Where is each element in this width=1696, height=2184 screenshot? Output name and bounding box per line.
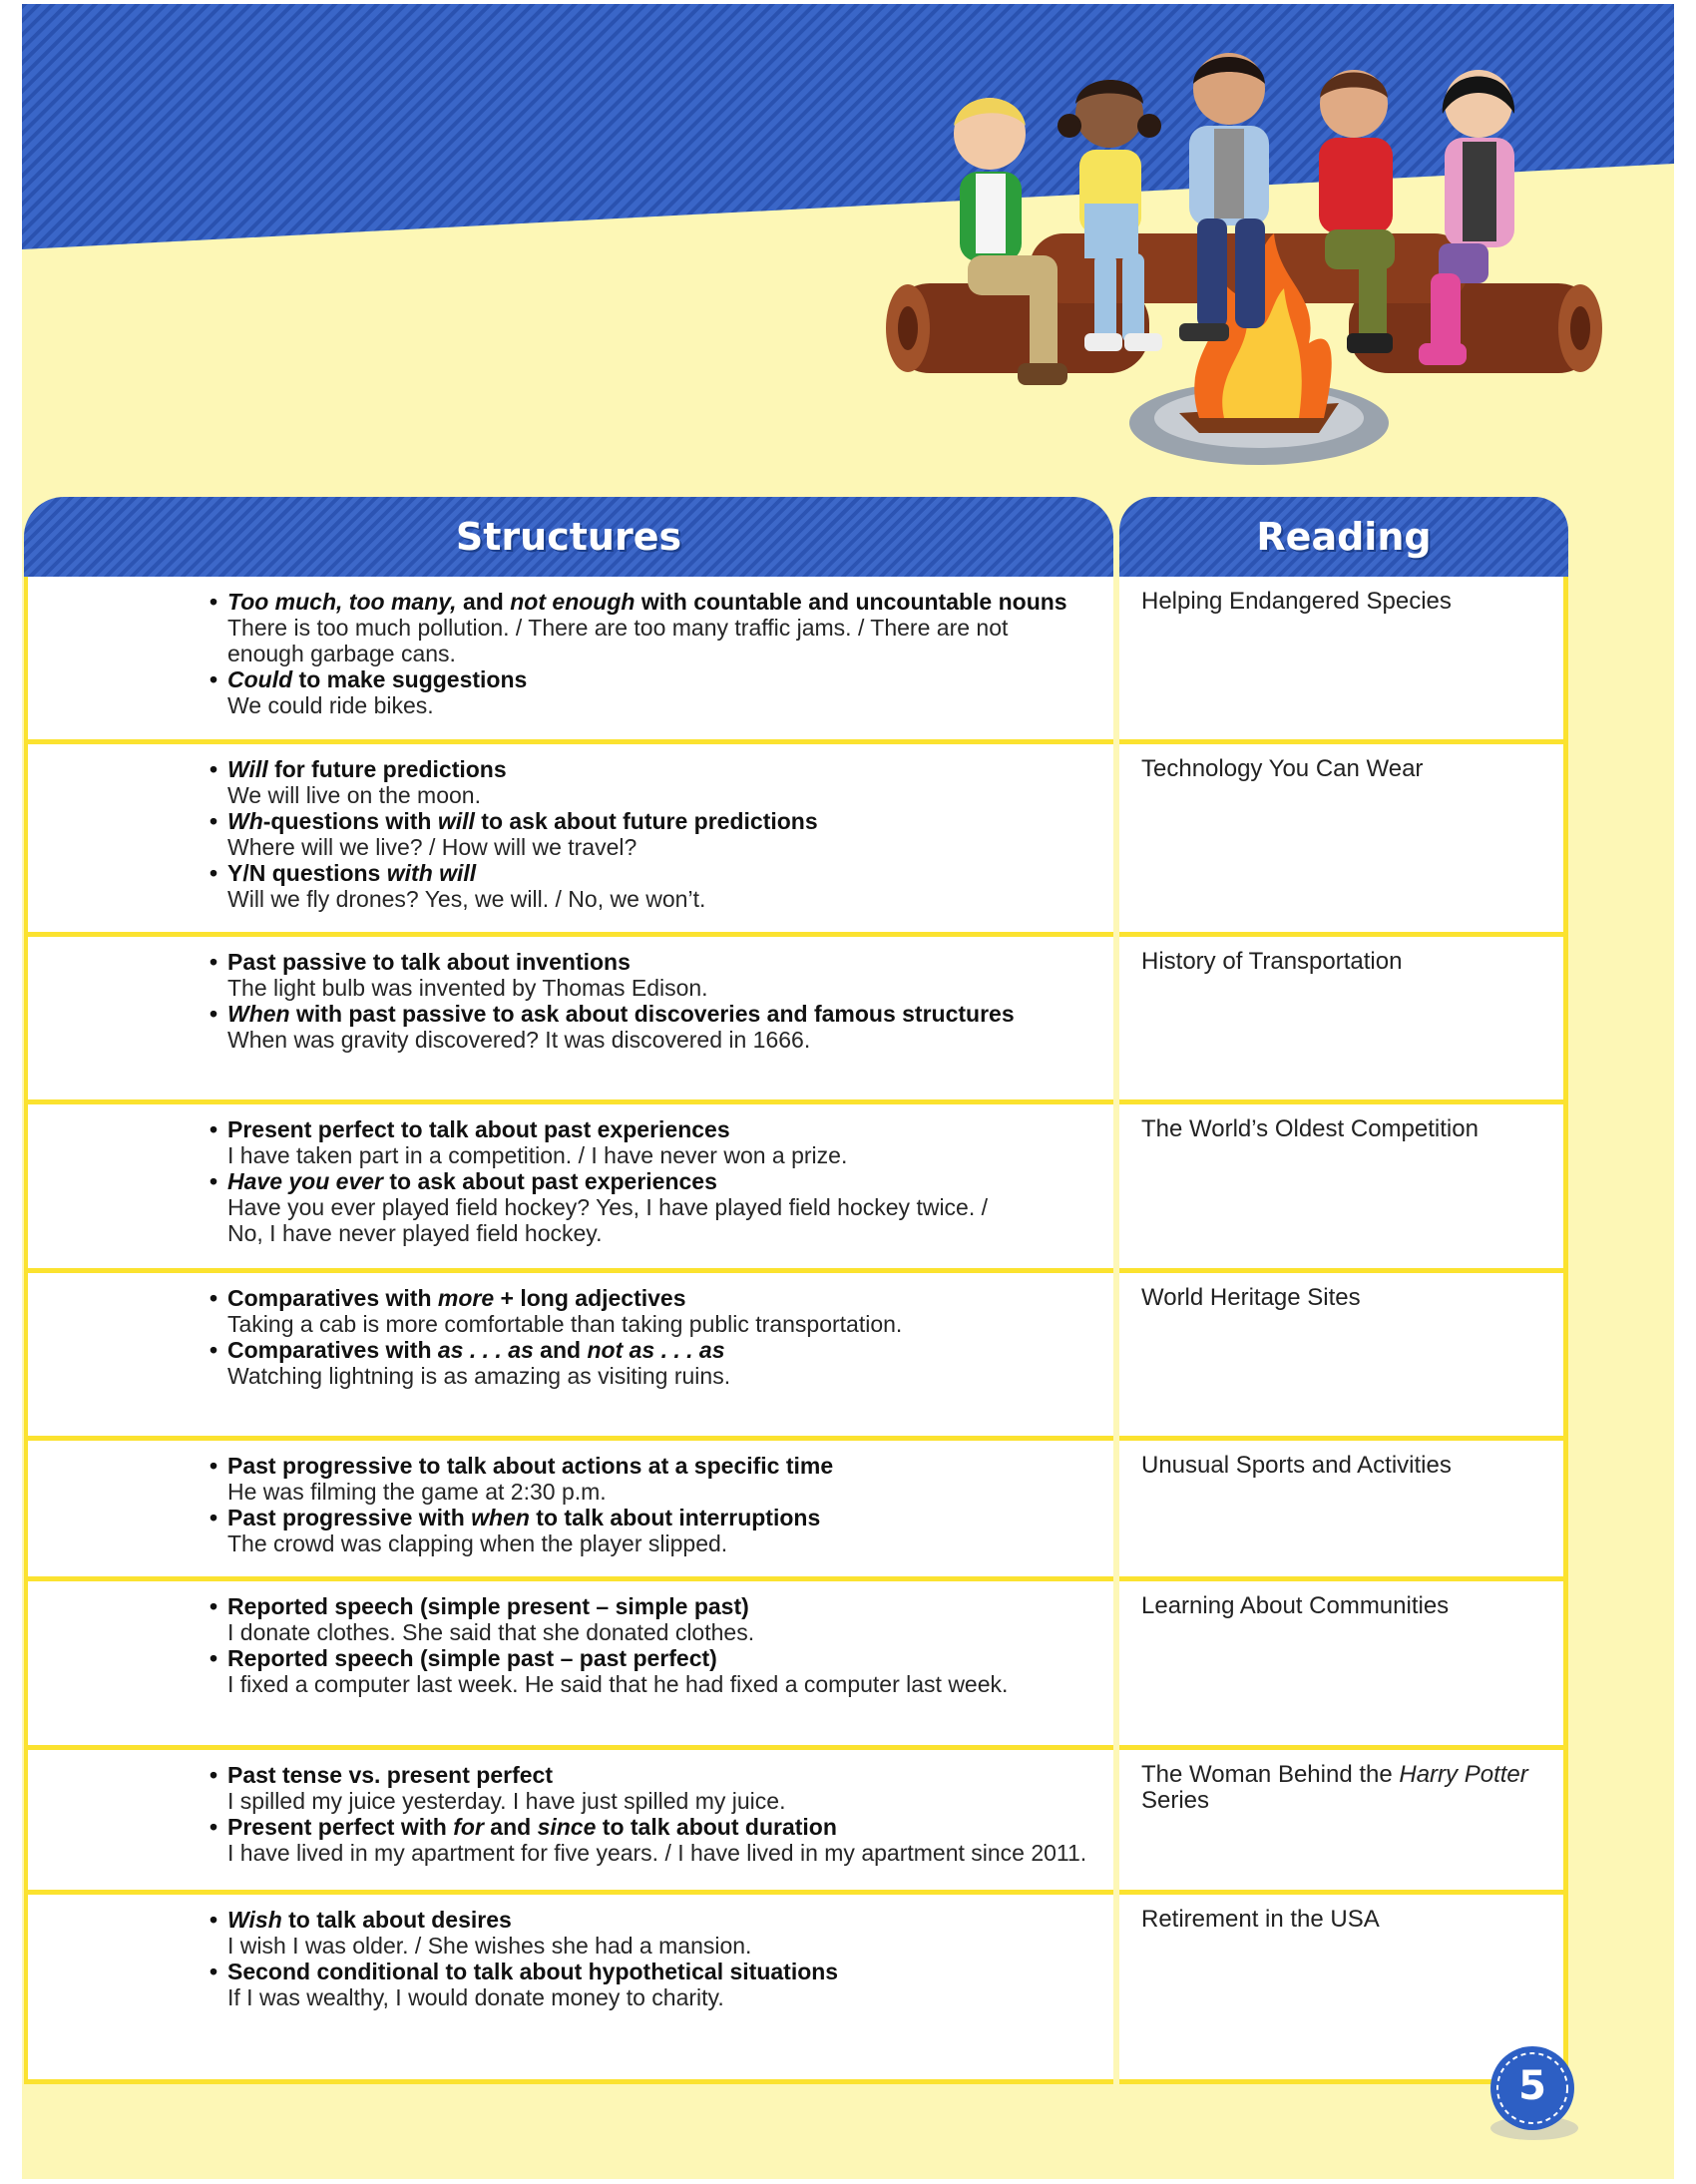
structure-title [227, 1762, 1093, 1788]
text-line: The Woman Behind the Harry Potter [1141, 1761, 1528, 1788]
list-item [210, 1814, 1093, 1866]
structures-header: Structures [24, 497, 1113, 577]
list-item [210, 589, 1093, 666]
bullet-icon: • [210, 1814, 218, 1840]
structure-list [210, 949, 1093, 1053]
bullet-icon: • [210, 1645, 218, 1671]
structure-title [227, 1907, 1093, 1933]
table-row [24, 1104, 1572, 1273]
structure-title [227, 1001, 1093, 1027]
text-line: Reported speech (simple past – past perfect) [227, 1645, 717, 1671]
structure-list [210, 1285, 1093, 1389]
bullet-icon: • [210, 1285, 218, 1311]
reading-cell [1119, 937, 1568, 1104]
bullet-icon: • [210, 1337, 218, 1363]
table-row [24, 1441, 1572, 1581]
structure-list [210, 756, 1093, 912]
italic-text: Will [227, 756, 268, 782]
bullet-icon: • [210, 756, 218, 782]
structure-example [227, 1530, 1093, 1556]
italic-text: Wish [227, 1907, 282, 1933]
italic-text: for [453, 1814, 484, 1840]
text-line: Second conditional to talk about hypothetical situations [227, 1959, 839, 1984]
text-line: Present perfect to talk about past experiences [227, 1116, 730, 1142]
structures-cell [24, 744, 1113, 937]
text-line: When with past passive to ask about discoveries and famous structures [227, 1001, 1015, 1027]
text-line: Watching lightning is as amazing as visiting ruins. [227, 1363, 731, 1389]
text-line: The light bulb was invented by Thomas Edison. [227, 975, 708, 1001]
list-item [210, 1001, 1093, 1053]
italic-text: will [437, 808, 475, 834]
table-row [24, 1895, 1572, 2084]
structure-title [227, 949, 1093, 975]
list-item [210, 756, 1093, 808]
text-line: Series [1141, 1787, 1210, 1814]
structure-example [227, 1933, 1093, 1959]
list-item [210, 949, 1093, 1001]
text-line: I have lived in my apartment for five years. / I have lived in my apartment since 2011. [227, 1840, 1087, 1866]
structures-cell [24, 1581, 1113, 1750]
text-line: We will live on the moon. [227, 782, 481, 808]
structure-example [227, 615, 1093, 666]
structure-example [227, 1840, 1093, 1866]
bullet-icon: • [210, 949, 218, 975]
list-item [210, 860, 1093, 912]
list-item [210, 1907, 1093, 1959]
italic-text: not as . . . as [587, 1337, 725, 1363]
text-line: The World’s Oldest Competition [1141, 1115, 1479, 1142]
text-line: Have you ever to ask about past experiences [227, 1168, 717, 1194]
bullet-icon: • [210, 1001, 218, 1027]
structure-example [227, 692, 1093, 718]
bullet-icon: • [210, 860, 218, 886]
text-line: When was gravity discovered? It was discovered in 1666. [227, 1027, 811, 1053]
text-line: World Heritage Sites [1141, 1284, 1361, 1311]
text-line: Have you ever played field hockey? Yes, I have played field hockey twice. / [227, 1194, 989, 1220]
italic-text: not enough [510, 589, 636, 615]
text-line: I wish I was older. / She wishes she had a mansion. [227, 1933, 752, 1959]
structure-list [210, 1593, 1093, 1697]
structure-list [210, 1453, 1093, 1556]
text-line: Past progressive with when to talk about interruptions [227, 1505, 821, 1530]
text-line: Taking a cab is more comfortable than taking public transportation. [227, 1311, 903, 1337]
text-line: Comparatives with more + long adjectives [227, 1285, 686, 1311]
bullet-icon: • [210, 1959, 218, 1984]
reading-cell [1119, 1104, 1568, 1273]
bullet-icon: • [210, 666, 218, 692]
bullet-icon: • [210, 1593, 218, 1619]
structures-cell [24, 1104, 1113, 1273]
italic-text: since [537, 1814, 597, 1840]
structure-example [227, 1619, 1093, 1645]
structure-title [227, 589, 1093, 615]
structures-cell [24, 1441, 1113, 1581]
text-line: Wish to talk about desires [227, 1907, 512, 1933]
text-line: Retirement in the USA [1141, 1906, 1380, 1933]
list-item [210, 1116, 1093, 1168]
page [22, 4, 1674, 2179]
bullet-icon: • [210, 1168, 218, 1194]
reading-cell [1119, 577, 1568, 744]
structure-title [227, 860, 1093, 886]
table-row [24, 937, 1572, 1104]
table-body [24, 577, 1572, 2084]
bullet-icon: • [210, 808, 218, 834]
list-item [210, 1453, 1093, 1505]
reading-cell [1119, 1273, 1568, 1441]
structure-title [227, 1285, 1093, 1311]
structure-title [227, 666, 1093, 692]
text-line: Could to make suggestions [227, 666, 528, 692]
text-line: Helping Endangered Species [1141, 588, 1452, 615]
text-line: Present perfect with for and since to talk about duration [227, 1814, 837, 1840]
text-line: Comparatives with as . . . as and not as . . . as [227, 1337, 725, 1363]
structure-title [227, 1814, 1093, 1840]
bullet-icon: • [210, 1116, 218, 1142]
text-line: Y/N questions with will [227, 860, 477, 886]
list-item [210, 666, 1093, 718]
reading-cell [1119, 1581, 1568, 1750]
campfire-children-illustration [880, 34, 1618, 473]
structure-example [227, 1363, 1093, 1389]
italic-text: Wh [227, 808, 263, 834]
structures-cell [24, 1895, 1113, 2084]
table-row [24, 1581, 1572, 1750]
italic-text: Have you ever [227, 1168, 383, 1194]
structure-example [227, 975, 1093, 1001]
structures-cell [24, 1750, 1113, 1895]
reading-cell [1119, 1750, 1568, 1895]
table-row [24, 744, 1572, 937]
structure-title [227, 1959, 1093, 1984]
list-item [210, 1505, 1093, 1556]
bullet-icon: • [210, 1762, 218, 1788]
structure-title [227, 1645, 1093, 1671]
italic-text: as . . . as [437, 1337, 534, 1363]
structure-title [227, 1337, 1093, 1363]
list-item [210, 808, 1093, 860]
bullet-icon: • [210, 1453, 218, 1479]
page-number-text: 5 [1518, 2063, 1546, 2109]
page-number-badge [1484, 2046, 1580, 2142]
list-item [210, 1285, 1093, 1337]
table-row [24, 577, 1572, 744]
text-line: enough garbage cans. [227, 641, 456, 666]
text-line: I spilled my juice yesterday. I have just spilled my juice. [227, 1788, 786, 1814]
structure-example [227, 1984, 1093, 2010]
text-line: History of Transportation [1141, 948, 1403, 975]
structure-list [210, 1762, 1093, 1866]
structure-title [227, 1593, 1093, 1619]
table-row [24, 1750, 1572, 1895]
structure-list [210, 1907, 1093, 2010]
italic-text: with will [386, 860, 477, 886]
table-header [24, 497, 1572, 577]
structure-example [227, 834, 1093, 860]
italic-text: When [227, 1001, 290, 1027]
text-line: No, I have never played field hockey. [227, 1220, 603, 1246]
text-line: Too much, too many, and not enough with countable and uncountable nouns [227, 589, 1067, 615]
structure-list [210, 1116, 1093, 1246]
text-line: Past tense vs. present perfect [227, 1762, 553, 1788]
structure-example [227, 1671, 1093, 1697]
italic-text: Harry Potter [1399, 1761, 1528, 1788]
list-item [210, 1593, 1093, 1645]
structure-example [227, 1194, 1093, 1246]
list-item [210, 1337, 1093, 1389]
reading-cell [1119, 1441, 1568, 1581]
reading-header: Reading [1119, 497, 1568, 577]
structure-example [227, 1479, 1093, 1505]
text-line: Reported speech (simple present – simple past) [227, 1593, 749, 1619]
structure-example [227, 1788, 1093, 1814]
structure-title [227, 808, 1093, 834]
text-line: Technology You Can Wear [1141, 755, 1424, 782]
structure-title [227, 1168, 1093, 1194]
table-row [24, 1273, 1572, 1441]
text-line: The crowd was clapping when the player slipped. [227, 1530, 728, 1556]
italic-text: Too much, too many, [227, 589, 457, 615]
structure-title [227, 1505, 1093, 1530]
reading-cell [1119, 744, 1568, 937]
structure-example [227, 1142, 1093, 1168]
list-item [210, 1168, 1093, 1246]
text-line: Will for future predictions [227, 756, 507, 782]
bullet-icon: • [210, 1505, 218, 1530]
text-line: We could ride bikes. [227, 692, 434, 718]
structure-example [227, 886, 1093, 912]
text-line: Learning About Communities [1141, 1592, 1450, 1619]
text-line: Will we fly drones? Yes, we will. / No, we won’t. [227, 886, 706, 912]
list-item [210, 1762, 1093, 1814]
text-line: Where will we live? / How will we travel? [227, 834, 637, 860]
structure-example [227, 1027, 1093, 1053]
italic-text: more [437, 1285, 495, 1311]
structures-cell [24, 577, 1113, 744]
structure-example [227, 1311, 1093, 1337]
structure-title [227, 1453, 1093, 1479]
text-line: There is too much pollution. / There are too many traffic jams. / There are not [227, 615, 1009, 641]
text-line: I have taken part in a competition. / I have never won a prize. [227, 1142, 848, 1168]
structures-cell [24, 937, 1113, 1104]
list-item [210, 1959, 1093, 2010]
text-line: Unusual Sports and Activities [1141, 1452, 1452, 1479]
text-line: He was filming the game at 2:30 p.m. [227, 1479, 607, 1505]
text-line: If I was wealthy, I would donate money to charity. [227, 1984, 724, 2010]
text-line: I fixed a computer last week. He said that he had fixed a computer last week. [227, 1671, 1009, 1697]
italic-text: Could [227, 666, 293, 692]
italic-text: when [471, 1505, 530, 1530]
text-line: Past progressive to talk about actions at a specific time [227, 1453, 834, 1479]
structure-title [227, 1116, 1093, 1142]
structure-title [227, 756, 1093, 782]
text-line: I donate clothes. She said that she donated clothes. [227, 1619, 755, 1645]
structure-example [227, 782, 1093, 808]
list-item [210, 1645, 1093, 1697]
structure-list [210, 589, 1093, 718]
structures-cell [24, 1273, 1113, 1441]
bullet-icon: • [210, 1907, 218, 1933]
text-line: Wh-questions with will to ask about future predictions [227, 808, 818, 834]
text-line: Past passive to talk about inventions [227, 949, 631, 975]
bullet-icon: • [210, 589, 218, 615]
contents-table [24, 497, 1572, 2084]
